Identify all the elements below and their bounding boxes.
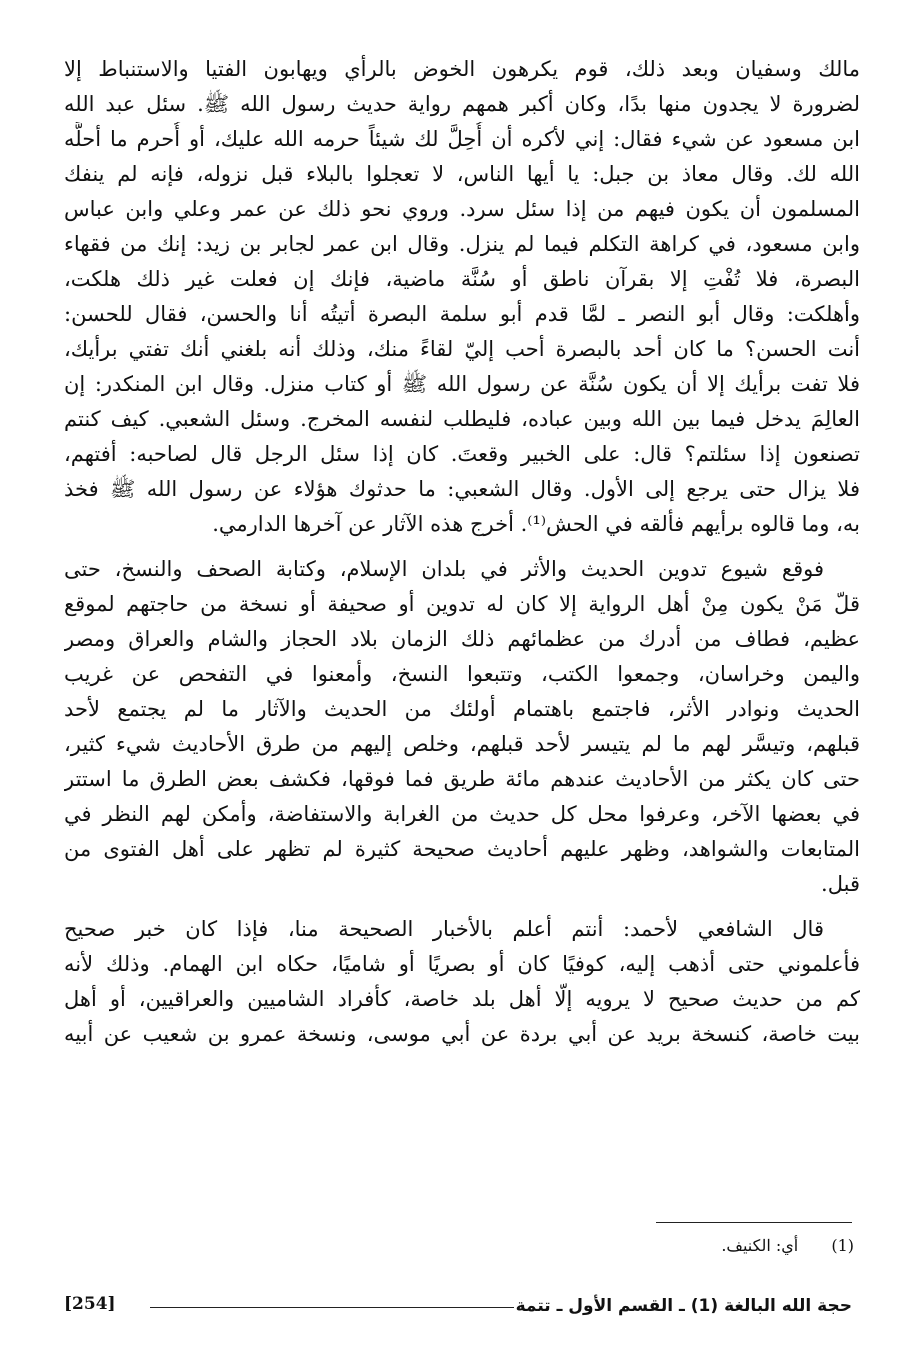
text-line: قبلهم، وتيسَّر لهم ما لم يتيسر لأحد قبلهم، وخلص إليهم من طرق الأحاديث شيء كثير،	[64, 732, 860, 756]
text-line: في بعضها الآخر، وعرفوا محل كل حديث من الغرابة والاستفاضة، وأمكن لهم النظر في	[64, 802, 860, 826]
text-line: لضرورة لا يجدون منها بدًا، وكان أكبر همهم رواية حديث رسول الله ﷺ. سئل عبد الله	[64, 92, 860, 116]
paragraph-3	[64, 912, 860, 1052]
footnote-text: أي: الكنيف.	[721, 1236, 799, 1255]
running-title: حجة الله البالغة (1) ـ القسم الأول ـ تتمة	[515, 1296, 852, 1316]
text-line: فلا تفت برأيك إلا أن يكون سُنَّة عن رسول الله ﷺ أو كتاب منزل. وقال ابن المنكدر: إن	[64, 372, 860, 396]
paragraph-1	[64, 52, 860, 542]
text-line: المتابعات والشواهد، وظهر عليهم أحاديث صحيحة كثيرة لم تظهر على أهل الفتوى من	[64, 837, 860, 861]
text-line: كم من حديث صحيح لا يرويه إلّا أهل بلد خاصة، كأفراد الشاميين والعراقيين، أو أهل	[64, 987, 860, 1011]
text-line: به، وما قالوه برأيهم فألقه في الحش⁽¹⁾. أخرج هذه الآثار عن آخرها الدارمي.	[212, 512, 860, 536]
text-line: وأهلكت: وقال أبو النصر ـ لمَّا قدم أبو سلمة البصرة أتيتُه أنا والحسن، فقال للحسن:	[64, 302, 860, 326]
body-text	[64, 52, 860, 1062]
text-line: تصنعون إذا سئلتم؟ قال: على الخبير وقعتَ. كان إذا سئل الرجل قال لصاحبه: أفتهم،	[64, 442, 860, 466]
page-footer	[64, 1296, 852, 1326]
text-line: فأعلموني حتى أذهب إليه، كوفيًا كان أو بصريًا أو شاميًا، حكاه ابن الهمام. وذلك لأنه	[64, 952, 860, 976]
text-line: وابن مسعود، في كراهة التكلم فيما لم ينزل. وقال ابن عمر لجابر بن زيد: إنك من فقهاء	[64, 232, 860, 256]
footnote	[721, 1236, 854, 1255]
text-line: واليمن وخراسان، وجمعوا الكتب، وتتبعوا النسخ، وأمعنوا في التفحص عن غريب	[64, 662, 860, 686]
text-line: بيت خاصة، كنسخة بريد عن أبي بردة عن أبي موسى، ونسخة عمرو بن شعيب عن أبيه	[64, 1022, 860, 1046]
text-line: المسلمون أن يكون فيهم من إذا سئل سرد. وروي نحو ذلك عن عمر وعلي وابن عباس	[64, 197, 860, 221]
text-line: فلا يزال حتى يرجع إلى الأول. وقال الشعبي: ما حدثوك هؤلاء عن رسول الله ﷺ فخذ	[64, 477, 860, 501]
text-line: عظيم، فطاف من أدرك من عظمائهم ذلك الزمان بلاد الحجاز والشام والعراق ومصر	[64, 627, 860, 651]
text-line: البصرة، فلا تُفْتِ إلا بقرآن ناطق أو سُنَّة ماضية، فإنك إن فعلت غير ذلك هلكت،	[64, 267, 860, 291]
footnote-divider	[656, 1222, 852, 1223]
paragraph-2	[64, 552, 860, 902]
text-line: قال الشافعي لأحمد: أنتم أعلم بالأخبار الصحيحة منا، فإذا كان خبر صحيح	[64, 917, 824, 941]
text-line: قبل.	[821, 872, 860, 896]
text-line: أنت الحسن؟ ما كان أحد بالبصرة أحب إليّ لقاءً منك، وذلك أنه بلغني أنك تفتي برأيك،	[64, 337, 860, 361]
page-number: [254]	[64, 1294, 116, 1314]
text-line: فوقع شيوع تدوين الحديث والأثر في بلدان الإسلام، وكتابة الصحف والنسخ، حتى	[64, 557, 824, 581]
text-line: حتى كان يكثر من الأحاديث عندهم مائة طريق فما فوقها، فكشف بعض الطرق ما استتر	[64, 767, 860, 791]
text-line: مالك وسفيان وبعد ذلك، قوم يكرهون الخوض بالرأي ويهابون الفتيا والاستنباط إلا	[64, 57, 860, 81]
footer-rule	[150, 1307, 514, 1308]
footnote-number: (1)	[831, 1236, 854, 1255]
text-line: العالِمَ يدخل فيما بين الله وبين عباده، فليطلب لنفسه المخرج. وسئل الشعبي. كيف كنتم	[64, 407, 860, 431]
text-line: ابن مسعود عن شيء فقال: إني لأكره أن أُحِلَّ لك شيئاً حرمه الله عليك، أو أُحرم ما أحلَّه	[64, 127, 860, 151]
text-line: الله لك. وقال معاذ بن جبل: يا أيها الناس، لا تعجلوا بالبلاء قبل نزوله، فإنه لم ينفك	[64, 162, 860, 186]
text-line: قلّ مَنْ يكون مِنْ أهل الرواية إلا كان له تدوين أو صحيفة أو نسخة من حاجتهم لموقع	[64, 592, 860, 616]
text-line: الحديث ونوادر الأثر، فاجتمع باهتمام أولئك من الحديث والآثار ما لم يجتمع لأحد	[64, 697, 860, 721]
